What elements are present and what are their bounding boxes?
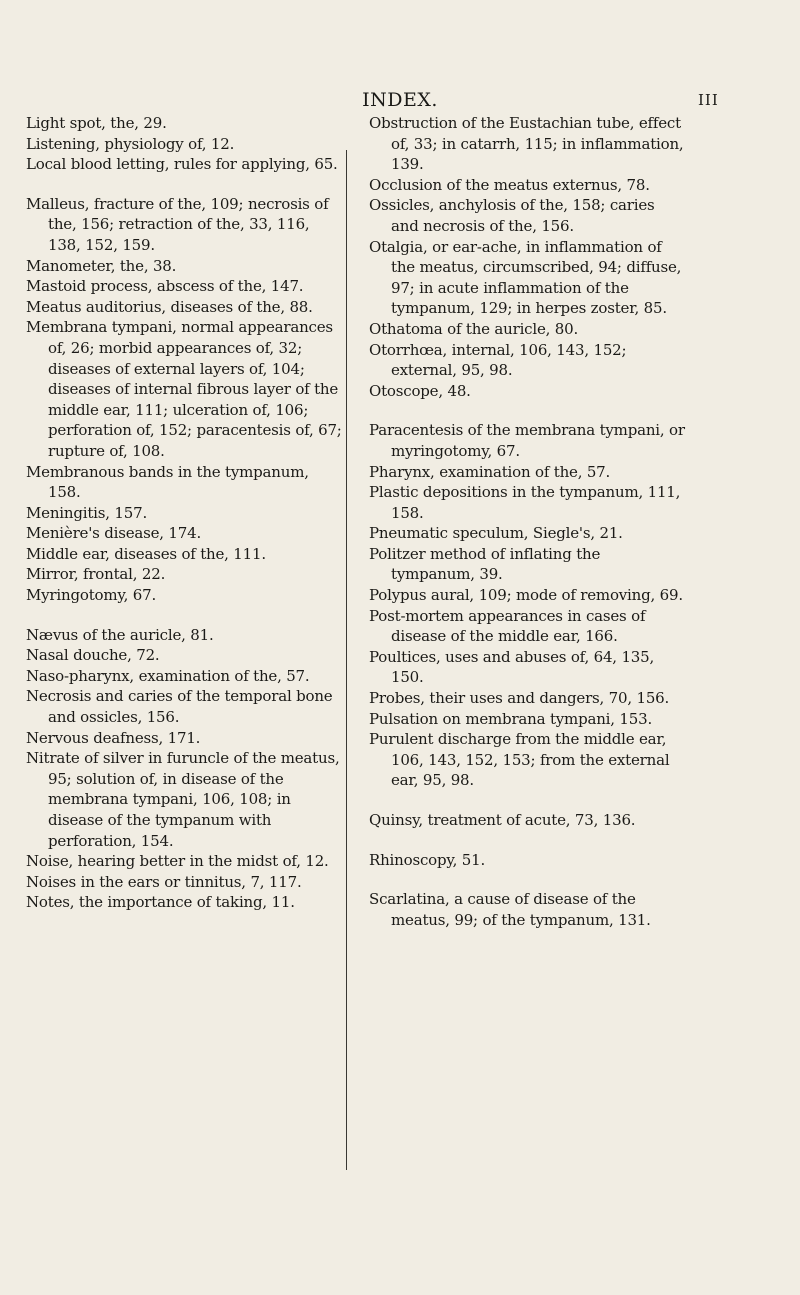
index-entry: Manometer, the, 38. xyxy=(26,256,177,275)
index-entry: Scarlatina, a cause of disease of the meatus, 99; of the tympanum, 131. xyxy=(369,890,651,929)
index-entry: Light spot, the, 29. xyxy=(26,114,167,132)
index-entry: Noises in the ears or tinnitus, 7, 117. xyxy=(26,872,302,891)
index-entry: Obstruction of the Eustachian tube, effect of, 33; in catarrh, 115; in inflammation, 139. xyxy=(369,114,684,174)
index-entry: Occlusion of the meatus externus, 78. xyxy=(369,175,650,194)
index-entry: Nævus of the auricle, 81. xyxy=(26,625,214,644)
index-entry: Necrosis and caries of the temporal bone and ossicles, 156. xyxy=(26,687,333,727)
index-entry: Local blood letting, rules for applying, 65. xyxy=(26,155,338,174)
index-entry: Middle ear, diseases of the, 111. xyxy=(26,544,266,563)
index-entry: Otalgia, or ear-ache, in inflammation of the meatus, circumscribed, 94; diffuse, 97; in acute inflammation of the tympanum, 129; in herpes zoster, 85. xyxy=(369,237,682,318)
page-number: III xyxy=(698,91,719,109)
index-entry: Othatoma of the auricle, 80. xyxy=(369,319,579,338)
index-entry: Menière's disease, 174. xyxy=(26,524,202,543)
index-entry: Meatus auditorius, diseases of the, 88. xyxy=(26,297,313,316)
index-entry: Plastic depositions in the tympanum, 111, 158. xyxy=(369,483,681,522)
index-entry: Noise, hearing better in the midst of, 12. xyxy=(26,852,329,871)
index-entry: Meningitis, 157. xyxy=(26,503,148,522)
index-entry: Probes, their uses and dangers, 70, 156. xyxy=(369,689,670,708)
index-entry: Pharynx, examination of the, 57. xyxy=(369,462,611,481)
index-column-right xyxy=(369,113,685,930)
index-entry: Otoscope, 48. xyxy=(369,381,471,400)
index-entry: Post-mortem appearances in cases of disease of the middle ear, 166. xyxy=(369,606,646,646)
index-entry: Pulsation on membrana tympani, 153. xyxy=(369,709,653,728)
index-entry: Membranous bands in the tympanum, 158. xyxy=(26,462,309,502)
index-entry: Listening, physiology of, 12. xyxy=(26,134,235,153)
index-entry: Poultices, uses and abuses of, 64, 135, 150. xyxy=(369,647,655,687)
index-entry: Membrana tympani, normal appearances of, 26; morbid appearances of, 32; diseases of external layers of, 104; diseases of internal fibrous layer of the middle ear, 111; ulceration of, 106; perforation of, 152; paracentesis of, 67; rupture of, 108. xyxy=(26,318,342,460)
index-entry: Nasal douche, 72. xyxy=(26,646,160,665)
index-entry: Ossicles, anchylosis of the, 158; caries and necrosis of the, 156. xyxy=(369,196,655,235)
index-entry: Nervous deafness, 171. xyxy=(26,728,201,747)
index-entry: Mastoid process, abscess of the, 147. xyxy=(26,277,304,296)
index-entry: Notes, the importance of taking, 11. xyxy=(26,893,295,912)
page-title: INDEX. xyxy=(362,89,438,111)
index-entry: Rhinoscopy, 51. xyxy=(369,850,486,869)
index-entry: Paracentesis of the membrana tympani, or myringotomy, 67. xyxy=(369,421,685,460)
index-entry: Myringotomy, 67. xyxy=(26,586,157,605)
index-entry: Mirror, frontal, 22. xyxy=(26,565,166,584)
index-entry: Politzer method of inflating the tympanum, 39. xyxy=(369,544,601,584)
index-column-left xyxy=(26,113,344,913)
index-entry: Otorrhœa, internal, 106, 143, 152; external, 95, 98. xyxy=(369,340,627,380)
index-entry: Quinsy, treatment of acute, 73, 136. xyxy=(369,811,636,829)
index-entry: Naso-pharynx, examination of the, 57. xyxy=(26,666,310,685)
index-entry: Pneumatic speculum, Siegle's, 21. xyxy=(369,524,623,543)
index-entry: Malleus, fracture of the, 109; necrosis of the, 156; retraction of the, 33, 116, 138, 152, 159. xyxy=(26,194,329,254)
index-entry: Polypus aural, 109; mode of removing, 69. xyxy=(369,586,683,605)
index-entry: Nitrate of silver in furuncle of the meatus, 95; solution of, in disease of the membrana tympani, 106, 108; in disease of the tympanum with perforation, 154. xyxy=(26,749,340,850)
column-divider xyxy=(346,150,347,1170)
index-entry: Purulent discharge from the middle ear, 106, 143, 152, 153; from the external ear, 95, 98. xyxy=(369,730,670,790)
